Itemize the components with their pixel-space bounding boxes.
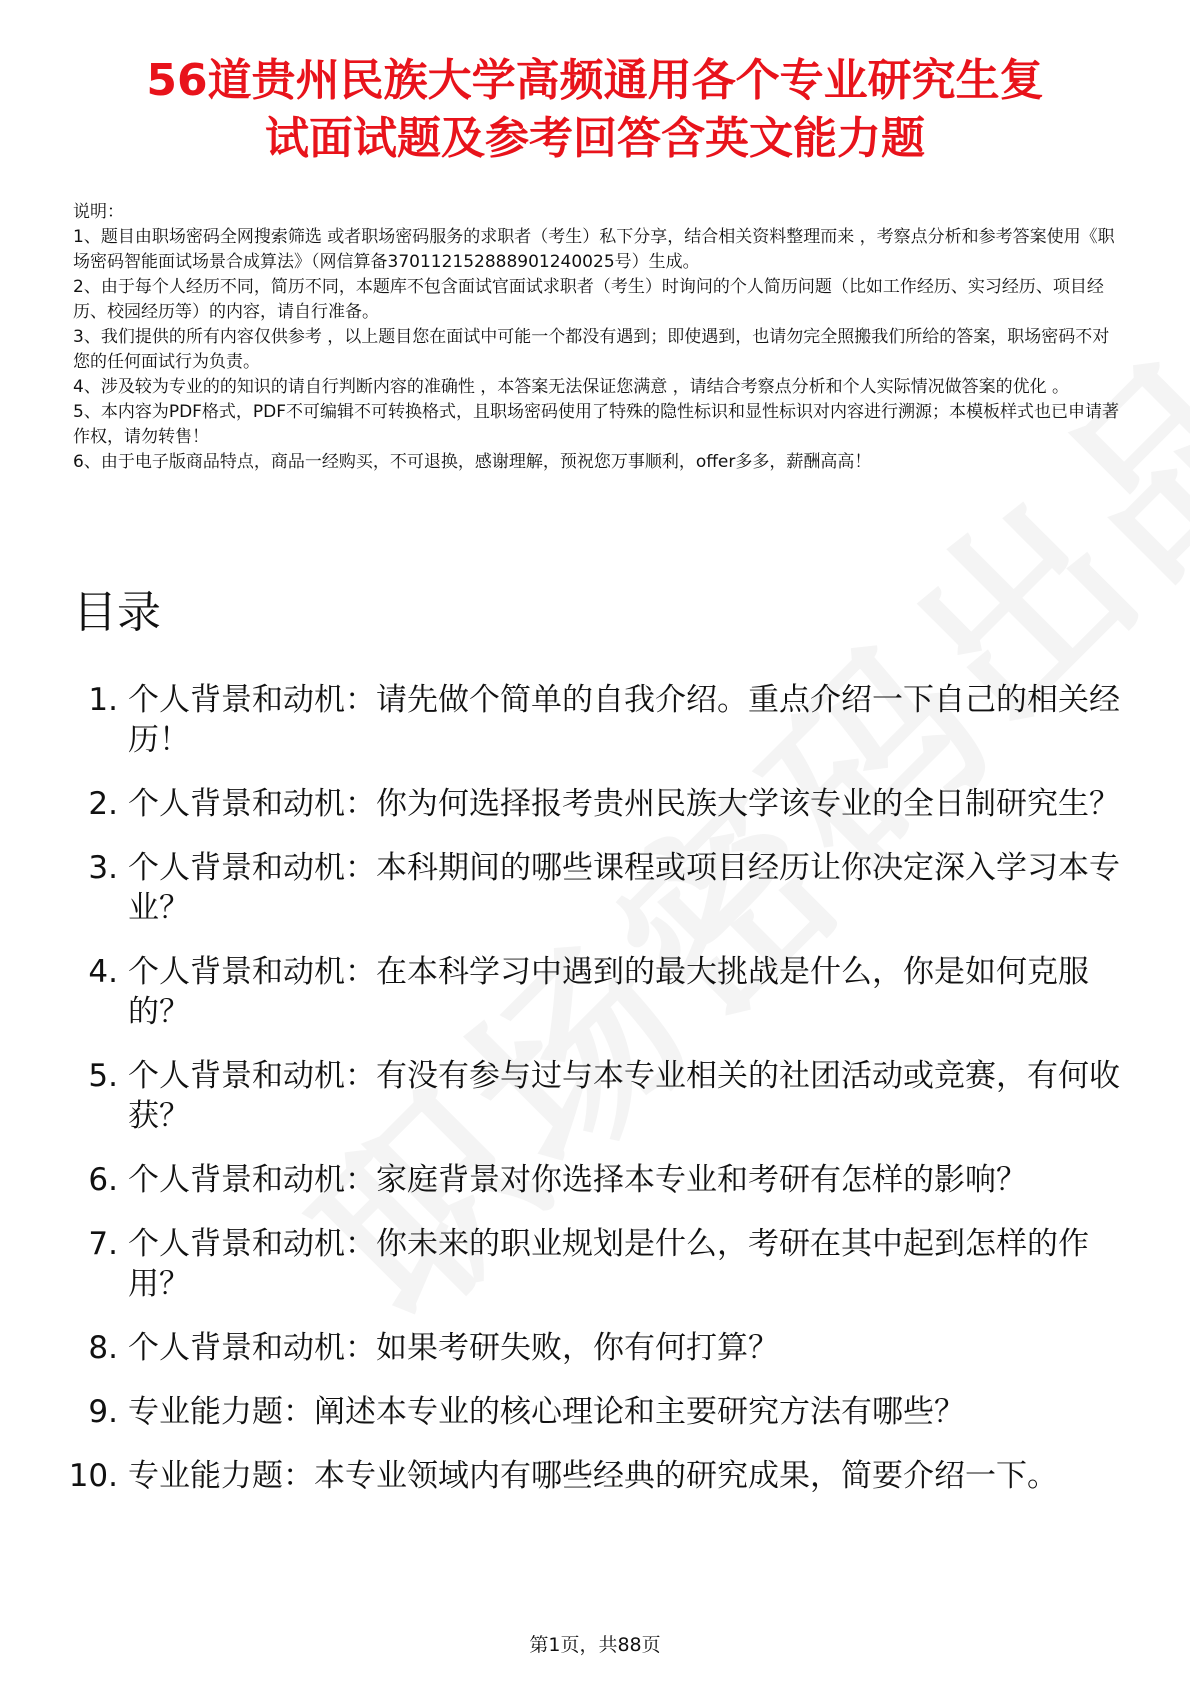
toc-item[interactable] [60, 1456, 1125, 1496]
notes-label: 说明： [73, 202, 124, 222]
toc-item[interactable] [60, 1392, 1125, 1432]
toc-item[interactable] [60, 848, 1125, 928]
toc-item[interactable] [60, 1328, 1125, 1368]
toc-item[interactable] [60, 680, 1125, 760]
note-item-2: 2、由于每个人经历不同，简历不同，本题库不包含面试官面试求职者（考生）时询问的个人简历问题（比如工作经历、实习经历、项目经历、校园经历等）的内容，请自行准备。 [73, 277, 1104, 322]
toc-heading: 目录 [73, 587, 161, 638]
toc-item[interactable] [60, 1224, 1125, 1304]
toc-item-text: 个人背景和动机：在本科学习中遇到的最大挑战是什么，你是如何克服的？ [128, 954, 1089, 1030]
toc-item-number: 10. [68, 1458, 118, 1494]
toc-item[interactable] [60, 1056, 1125, 1136]
toc-item[interactable] [60, 952, 1125, 1032]
toc-item-number: 4. [88, 954, 118, 990]
toc-item-number: 8. [88, 1330, 118, 1366]
title-line-2: 试面试题及参考回答含英文能力题 [265, 113, 925, 164]
toc-item-number: 7. [88, 1226, 118, 1262]
note-item-5: 5、本内容为PDF格式，PDF不可编辑不可转换格式，且职场密码使用了特殊的隐性标识和显性标识对内容进行溯源；本模板样式也已申请著作权，请勿转售！ [73, 402, 1120, 447]
page-footer: 第1页，共88页 [529, 1634, 661, 1656]
note-item-6: 6、由于电子版商品特点，商品一经购买，不可退换，感谢理解，预祝您万事顺利，offer多多，薪酬高高！ [73, 452, 872, 472]
toc-item-number: 5. [88, 1058, 118, 1094]
toc-item-text: 专业能力题：阐述本专业的核心理论和主要研究方法有哪些？ [128, 1394, 965, 1430]
toc-item[interactable] [60, 784, 1125, 824]
note-item-3: 3、我们提供的所有内容仅供参考 ，以上题目您在面试中可能一个都没有遇到；即使遇到，也请勿完全照搬我们所给的答案，职场密码不对您的任何面试行为负责。 [73, 327, 1110, 372]
toc-item-text: 个人背景和动机：家庭背景对你选择本专业和考研有怎样的影响？ [128, 1162, 1027, 1198]
page-title [60, 52, 1130, 168]
toc-list [60, 680, 1125, 1520]
toc-item-text: 个人背景和动机：如果考研失败，你有何打算？ [128, 1330, 779, 1366]
note-item-1: 1、题目由职场密码全网搜索筛选 或者职场密码服务的求职者（考生）私下分享，结合相关资料整理而来 ，考察点分析和参考答案使用《职场密码智能面试场景合成算法》（网信算备370112152888901240025号）生成。 [73, 227, 1115, 272]
toc-item-number: 9. [88, 1394, 118, 1430]
toc-item-text: 个人背景和动机：有没有参与过与本专业相关的社团活动或竞赛，有何收获？ [128, 1058, 1120, 1134]
toc-item-text: 个人背景和动机：请先做个简单的自我介绍。重点介绍一下自己的相关经历！ [128, 682, 1120, 758]
notes-section [73, 200, 1123, 475]
title-line-1: 56道贵州民族大学高频通用各个专业研究生复 [146, 55, 1044, 106]
toc-item-number: 1. [88, 682, 118, 718]
toc-item[interactable] [60, 1160, 1125, 1200]
toc-item-text: 专业能力题：本专业领域内有哪些经典的研究成果，简要介绍一下。 [128, 1458, 1058, 1494]
toc-item-number: 3. [88, 850, 118, 886]
toc-item-text: 个人背景和动机：你为何选择报考贵州民族大学该专业的全日制研究生？ [128, 786, 1120, 822]
toc-item-number: 6. [88, 1162, 118, 1198]
toc-item-text: 个人背景和动机：本科期间的哪些课程或项目经历让你决定深入学习本专业？ [128, 850, 1120, 926]
note-item-4: 4、涉及较为专业的的知识的请自行判断内容的准确性 ，本答案无法保证您满意 ，请结合考察点分析和个人实际情况做答案的优化 。 [73, 377, 1070, 397]
toc-item-text: 个人背景和动机：你未来的职业规划是什么，考研在其中起到怎样的作用？ [128, 1226, 1089, 1302]
toc-item-number: 2. [88, 786, 118, 822]
